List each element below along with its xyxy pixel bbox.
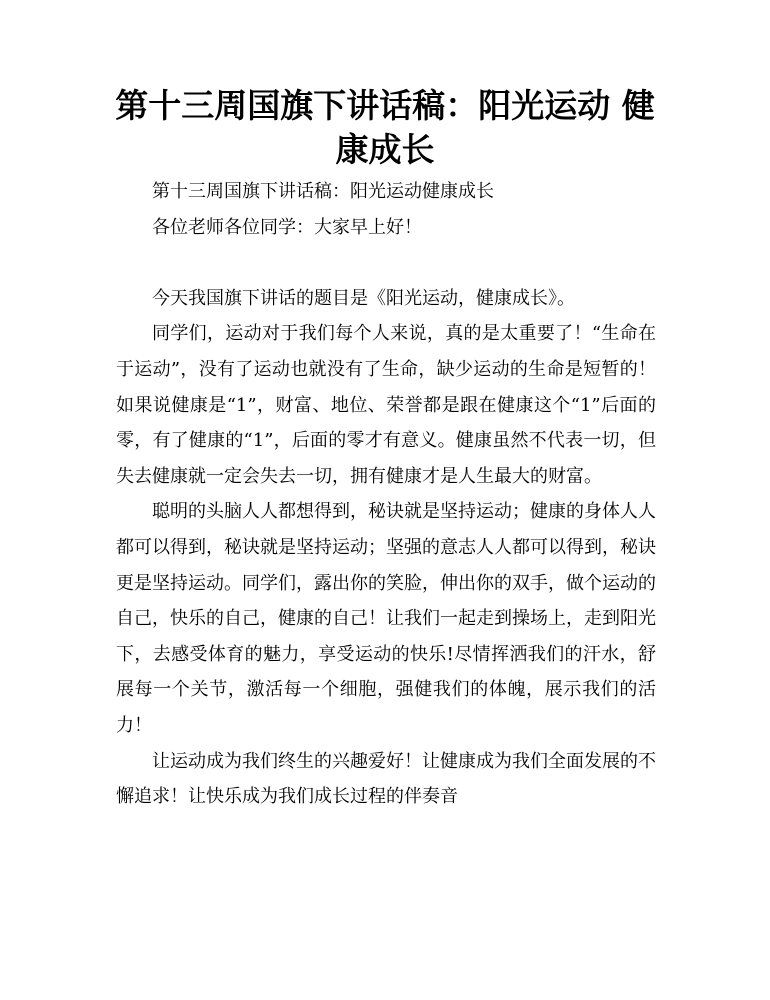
paragraph-importance-of-exercise: 同学们，运动对于我们每个人来说，真的是太重要了！“生命在于运动”，没有了运动也就没有了生命，缺少运动的生命是短暂的！如果说健康是“1”，财富、地位、荣誉都是跟在健康这个“1”后面的零，有了健康的“1”，后面的零才有意义。健康虽然不代表一切，但失去健康就一定会失去一切，拥有健康才是人生最大的财富。: [116, 323, 656, 487]
document-title: 第十三周国旗下讲话稿：阳光运动 健康成长: [115, 86, 655, 169]
paragraph-spacer: [116, 245, 656, 281]
paragraph-greeting: 各位老师各位同学：大家早上好！: [152, 216, 422, 238]
paragraph-closing: 让运动成为我们终生的兴趣爱好！让健康成为我们全面发展的不懈追求！让快乐成为我们成长过程的伴奏音: [116, 750, 656, 808]
paragraph-topic: 今天我国旗下讲话的题目是《阳光运动，健康成长》。: [152, 287, 575, 309]
paragraph-heading-repeat: 第十三周国旗下讲话稿：阳光运动健康成长: [152, 181, 494, 202]
document-body: [116, 174, 656, 815]
paragraph-keep-exercising: 聪明的头脑人人都想得到，秘诀就是坚持运动；健康的身体人人都可以得到，秘诀就是坚持运动；坚强的意志人人都可以得到，秘诀更是坚持运动。同学们，露出你的笑脸，伸出你的双手，做个运动的自己，快乐的自己，健康的自己！让我们一起走到操场上，走到阳光下，去感受体育的魅力，享受运动的快乐!尽情挥洒我们的汗水，舒展每一个关节，激活每一个细胞，强健我们的体魄，展示我们的活力！: [116, 501, 656, 736]
